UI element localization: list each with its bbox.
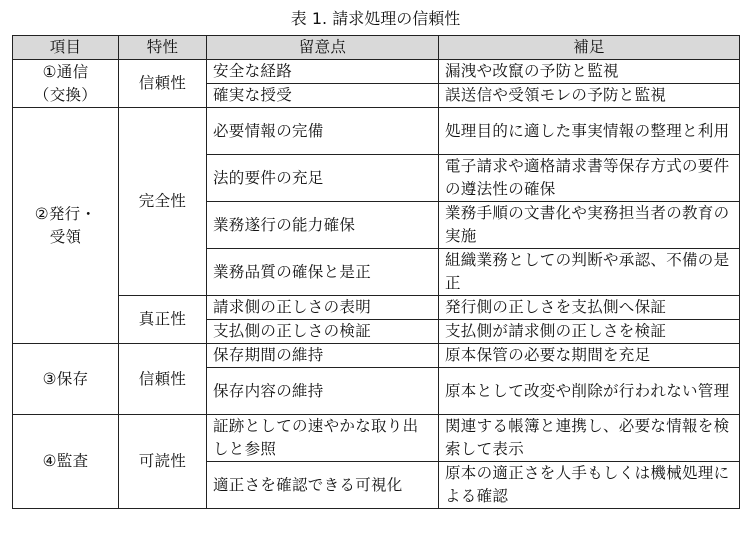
- table-row: [13, 108, 740, 155]
- point-cell: 証跡としての速やかな取り出しと参照: [207, 415, 439, 462]
- point-cell: 保存内容の維持: [207, 368, 439, 415]
- table-row: [13, 296, 740, 320]
- note-cell: 原本の適正さを人手もしくは機械処理による確認: [439, 462, 740, 509]
- note-cell: 業務手順の文書化や実務担当者の教育の実施: [439, 202, 740, 249]
- table-caption: 表 1. 請求処理の信頼性: [290, 9, 461, 28]
- header-property: 特性: [119, 36, 207, 60]
- property-cell: 信頼性: [119, 60, 207, 108]
- point-cell: 請求側の正しさの表明: [207, 296, 439, 320]
- header-row: [13, 36, 740, 60]
- note-cell: 原本として改変や削除が行われない管理: [439, 368, 740, 415]
- property-cell: 真正性: [119, 296, 207, 344]
- item-cell: ②発行・ 受領: [13, 108, 119, 344]
- property-cell: 信頼性: [119, 344, 207, 415]
- point-cell: 支払側の正しさの検証: [207, 320, 439, 344]
- item-cell: ①通信 （交換）: [13, 60, 119, 108]
- item-cell: ④監査: [13, 415, 119, 509]
- point-cell: 必要情報の完備: [207, 108, 439, 155]
- point-cell: 安全な経路: [207, 60, 439, 84]
- item-cell: ③保存: [13, 344, 119, 415]
- note-cell: 支払側が請求側の正しさを検証: [439, 320, 740, 344]
- point-cell: 法的要件の充足: [207, 155, 439, 202]
- note-cell: 電子請求や適格請求書等保存方式の要件の遵法性の確保: [439, 155, 740, 202]
- note-cell: 漏洩や改竄の予防と監視: [439, 60, 740, 84]
- point-cell: 業務品質の確保と是正: [207, 249, 439, 296]
- note-cell: 関連する帳簿と連携し、必要な情報を検索して表示: [439, 415, 740, 462]
- header-note: 補足: [439, 36, 740, 60]
- note-cell: 原本保管の必要な期間を充足: [439, 344, 740, 368]
- note-cell: 誤送信や受領モレの予防と監視: [439, 84, 740, 108]
- point-cell: 保存期間の維持: [207, 344, 439, 368]
- header-item: 項目: [13, 36, 119, 60]
- note-cell: 組織業務としての判断や承認、不備の是正: [439, 249, 740, 296]
- point-cell: 業務遂行の能力確保: [207, 202, 439, 249]
- table-row: [13, 415, 740, 462]
- property-cell: 可読性: [119, 415, 207, 509]
- table-row: [13, 60, 740, 84]
- point-cell: 適正さを確認できる可視化: [207, 462, 439, 509]
- reliability-table: [12, 35, 740, 509]
- note-cell: 処理目的に適した事実情報の整理と利用: [439, 108, 740, 155]
- note-cell: 発行側の正しさを支払側へ保証: [439, 296, 740, 320]
- point-cell: 確実な授受: [207, 84, 439, 108]
- header-point: 留意点: [207, 36, 439, 60]
- property-cell: 完全性: [119, 108, 207, 296]
- table-row: [13, 344, 740, 368]
